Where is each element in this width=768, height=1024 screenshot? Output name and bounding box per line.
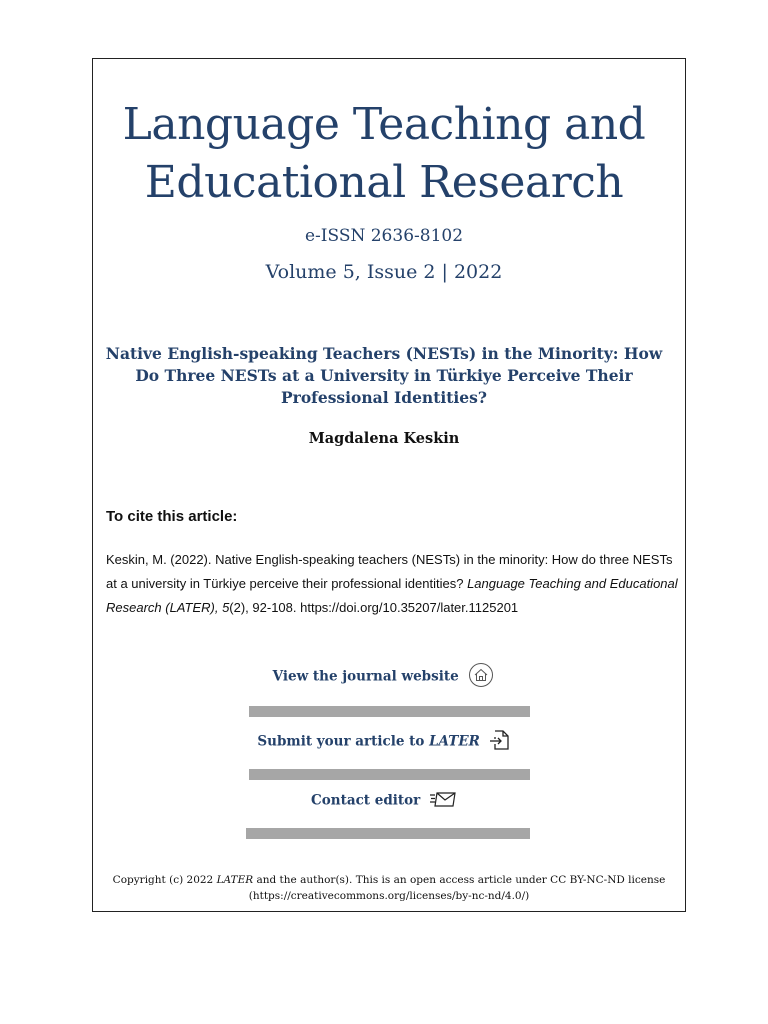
article-title-line-3: Professional Identities? [281,388,487,407]
copyright-notice [100,872,678,904]
license-url[interactable]: (https://creativecommons.org/licenses/by-nc-nd/4.0/) [248,890,530,902]
citation-journal: Language Teaching and Educational Research (LATER), 5 [106,576,678,615]
author-name: Magdalena Keskin [308,430,460,447]
cite-heading: To cite this article: [106,508,238,525]
submit-article-label: Submit your article to [257,733,430,750]
contact-editor-link[interactable] [0,789,768,813]
submit-article-journal: LATER [429,733,480,750]
contact-editor-label: Contact editor [311,792,421,809]
article-title-line-1: Native English-speaking Teachers (NESTs) in the Minority: How [105,344,663,363]
journal-title [0,96,768,212]
submit-document-icon [489,728,511,756]
journal-title-line-2: Educational Research [144,157,624,208]
divider-bar-3 [246,828,530,839]
home-icon [467,662,495,692]
journal-title-line-1: Language Teaching and [122,99,646,150]
divider-bar-2 [249,769,530,780]
divider-bar-1 [249,706,530,717]
submit-article-link[interactable] [0,728,768,756]
copyright-journal: LATER [216,874,254,886]
issn: e-ISSN 2636-8102 [304,226,464,246]
copyright-suffix: and the author(s). This is an open access article under CC BY-NC-ND license [253,874,666,886]
copyright-line-1 [100,872,678,888]
article-title-line-2: Do Three NESTs at a University in Türkiye Perceive Their [135,366,633,385]
citation-text [106,548,680,620]
journal-website-link[interactable] [0,662,768,692]
volume-issue: Volume 5, Issue 2 | 2022 [265,261,503,283]
journal-website-label: View the journal website [272,668,459,685]
citation-part-2: (2), 92-108. https://doi.org/10.35207/later.1125201 [229,600,519,615]
envelope-icon [429,789,457,813]
copyright-prefix: Copyright (c) 2022 [112,874,217,886]
citation-part-1: Keskin, M. (2022). Native English-speaking teachers (NESTs) in the minority: How do three NESTs at a university in Türkiye perceive their professional identities? [106,552,673,591]
article-title [96,343,672,409]
